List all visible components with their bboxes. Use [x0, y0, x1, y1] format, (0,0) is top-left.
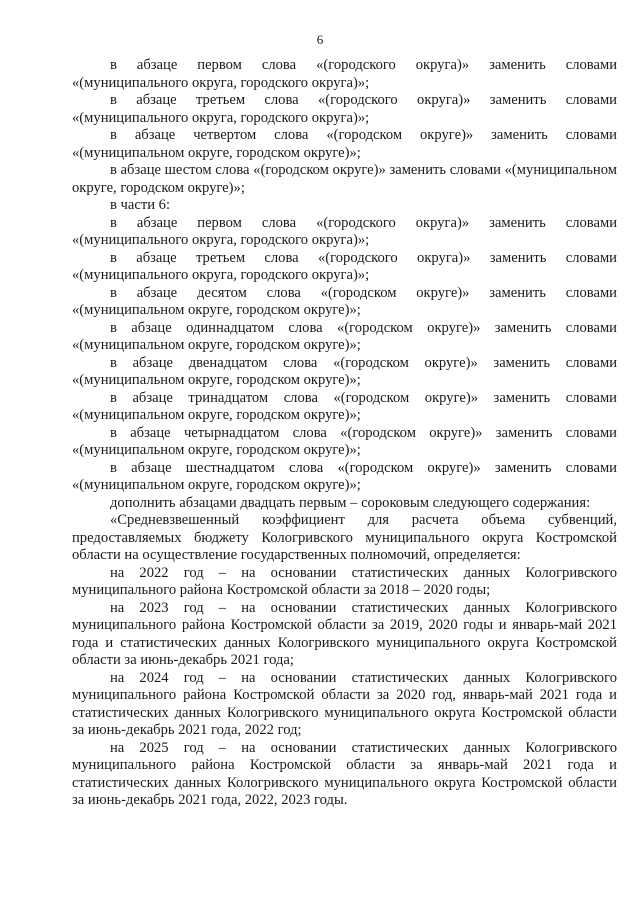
- paragraph-3: в абзаце четвертом слова «(городском округе)» заменить словами «(муниципальном округе, городском округе)»;: [72, 127, 617, 161]
- paragraph-6: в абзаце первом слова «(городского округа)» заменить словами «(муниципального округа, городского округа)»;: [72, 214, 617, 248]
- paragraph-17: на 2023 год – на основании статистических данных Кологривского муниципального района Костромской области за 2019, 2020 годы и январь-май 2021 года и статистических данных Кологривского муниципального округа Костромской области за июнь-декабрь 2021 года;: [72, 599, 617, 668]
- paragraph-13: в абзаце шестнадцатом слова «(городском округе)» заменить словами «(муниципальном округе, городском округе)»;: [72, 459, 617, 493]
- paragraph-16: на 2022 год – на основании статистических данных Кологривского муниципального района Костромской области за 2018 – 2020 годы;: [72, 564, 617, 598]
- paragraph-18: на 2024 год – на основании статистических данных Кологривского муниципального района Костромской области за 2020 год, январь-май 2021 года и статистических данных Кологривского муниципального округа Костромской области за июнь-декабрь 2021 года, 2022 год;: [72, 669, 617, 738]
- paragraph-19: на 2025 год – на основании статистических данных Кологривского муниципального района Костромской области за январь-май 2021 года и статистических данных Кологривского муниципального округа Костромской области за июнь-декабрь 2021 года, 2022, 2023 годы.: [72, 739, 617, 808]
- paragraph-12: в абзаце четырнадцатом слова «(городском округе)» заменить словами «(муниципальном округе, городском округе)»;: [72, 424, 617, 458]
- paragraph-1: в абзаце первом слова «(городского округа)» заменить словами «(муниципального округа, городского округа)»;: [72, 57, 617, 91]
- paragraph-5: в части 6:: [110, 197, 171, 213]
- paragraph-7: в абзаце третьем слова «(городского округа)» заменить словами «(муниципального округа, городского округа)»;: [72, 249, 617, 283]
- page-number: 6: [316, 32, 324, 47]
- paragraph-11: в абзаце тринадцатом слова «(городском округе)» заменить словами «(муниципальном округе, городском округе)»;: [72, 389, 617, 423]
- paragraph-10: в абзаце двенадцатом слова «(городском округе)» заменить словами «(муниципальном округе, городском округе)»;: [72, 354, 617, 388]
- document-body: [72, 57, 617, 810]
- paragraph-2: в абзаце третьем слова «(городского округа)» заменить словами «(муниципального округа, городского округа)»;: [72, 92, 617, 126]
- paragraph-8: в абзаце десятом слова «(городском округе)» заменить словами «(муниципальном округе, городском округе)»;: [72, 284, 617, 318]
- paragraph-15: «Средневзвешенный коэффициент для расчета объема субвенций, предоставляемых бюджету Кологривского муниципального округа Костромской области на осуществление государственных полномочий, определяется:: [72, 512, 617, 563]
- paragraph-4: в абзаце шестом слова «(городском округе)» заменить словами «(муниципальном округе, городском округе)»;: [72, 162, 617, 196]
- paragraph-14: дополнить абзацами двадцать первым – сороковым следующего содержания:: [110, 494, 591, 511]
- paragraph-9: в абзаце одиннадцатом слова «(городском округе)» заменить словами «(муниципальном округе, городском округе)»;: [72, 319, 617, 353]
